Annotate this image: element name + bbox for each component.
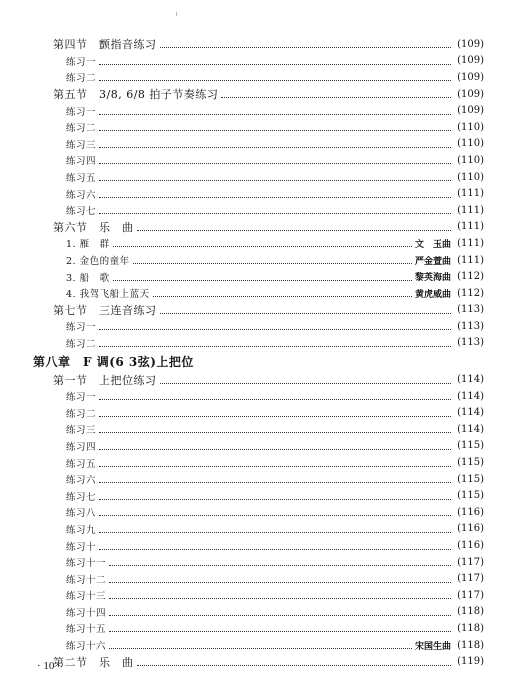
toc-item — [0, 604, 510, 621]
toc-entry-title: 练习七 — [66, 206, 97, 218]
dot-leader — [99, 448, 451, 450]
toc-entry-title: 练习六 — [66, 475, 97, 487]
toc-entry-page: (115) — [457, 440, 484, 452]
toc-item — [0, 318, 510, 335]
toc-entry-title: 第八章 F 调(6 3弦)上把位 — [33, 354, 194, 369]
toc-item — [0, 136, 510, 153]
page-number: · 10 · — [37, 660, 61, 672]
toc-item — [0, 152, 510, 169]
dot-leader — [99, 481, 451, 483]
toc-entry-composer: 黎英海曲 — [414, 273, 451, 284]
toc-item — [0, 620, 510, 637]
toc-entry-page: (109) — [457, 88, 484, 100]
toc-item — [0, 570, 510, 587]
dot-leader — [109, 581, 451, 583]
dot-leader — [99, 465, 451, 467]
toc-item — [0, 554, 510, 571]
toc-item — [0, 69, 510, 86]
dot-leader — [99, 162, 451, 164]
toc-entry-title: 练习一 — [66, 322, 97, 334]
toc-entry-title: 练习十一 — [66, 558, 107, 570]
dot-leader — [99, 129, 451, 131]
toc-entry-page: (111) — [457, 204, 484, 216]
scan-mark — [176, 12, 177, 16]
toc-entry-title: 练习二 — [66, 123, 97, 135]
toc-entry-page: (111) — [457, 188, 484, 200]
dot-leader — [99, 498, 451, 500]
toc-item — [0, 268, 510, 285]
toc-section — [0, 653, 510, 670]
toc-entry-title: 练习一 — [66, 392, 97, 404]
toc-entry-title: 练习五 — [66, 173, 97, 185]
dot-leader — [99, 431, 451, 433]
toc-entry-title: 练习二 — [66, 73, 97, 85]
dot-leader — [160, 46, 452, 48]
toc-item — [0, 335, 510, 352]
dot-leader — [109, 647, 412, 649]
toc-entry-title: 第四节 颤指音练习 — [53, 38, 157, 52]
toc-item — [0, 521, 510, 538]
toc-entry-page: (119) — [457, 656, 484, 668]
toc-entry-page: (113) — [457, 304, 484, 316]
toc-entry-page: (112) — [457, 287, 484, 299]
dot-leader — [99, 548, 451, 550]
toc-entry-title: 练习七 — [66, 491, 97, 503]
toc-entry-page: (117) — [457, 589, 484, 601]
toc-item — [0, 504, 510, 521]
toc-item — [0, 537, 510, 554]
dot-leader — [99, 328, 451, 330]
toc-entry-title: 练习九 — [66, 524, 97, 536]
toc-item — [0, 202, 510, 219]
toc-entry-page: (118) — [457, 622, 484, 634]
dot-leader — [109, 614, 451, 616]
toc-entry-page: (113) — [457, 337, 484, 349]
toc-entry-composer: 严金萱曲 — [414, 256, 451, 267]
toc-item — [0, 487, 510, 504]
toc-entry-page: (111) — [457, 221, 484, 233]
toc-entry-page: (109) — [457, 55, 484, 67]
toc-entry-page: (109) — [457, 105, 484, 117]
toc-entry-page: (114) — [457, 374, 484, 386]
toc-entry-title: 练习二 — [66, 338, 97, 350]
toc-section — [0, 86, 510, 103]
toc-entry-title: 3. 船 歌 — [66, 272, 110, 284]
toc-section — [0, 371, 510, 388]
toc-entry-page: (114) — [457, 423, 484, 435]
dot-leader — [99, 212, 451, 214]
toc-entry-page: (115) — [457, 490, 484, 502]
dot-leader — [109, 564, 451, 566]
dot-leader — [133, 262, 412, 264]
toc-entry-title: 练习八 — [66, 508, 97, 520]
toc-item — [0, 454, 510, 471]
toc-entry-title: 第七节 三连音练习 — [53, 303, 157, 317]
toc-item — [0, 421, 510, 438]
toc-entry-title: 2. 金色的童年 — [66, 256, 130, 268]
dot-leader — [109, 630, 451, 632]
dot-leader — [153, 295, 412, 297]
toc-entry-page: (118) — [457, 639, 484, 651]
toc-entry-page: (117) — [457, 556, 484, 568]
dot-leader — [99, 531, 451, 533]
dot-leader — [113, 279, 412, 281]
toc-entry-title: 练习十二 — [66, 574, 107, 586]
toc-item — [0, 637, 510, 654]
toc-item — [0, 471, 510, 488]
toc-entry-title: 练习三 — [66, 425, 97, 437]
toc-item — [0, 169, 510, 186]
toc-entry-page: (118) — [457, 606, 484, 618]
toc-item — [0, 53, 510, 70]
toc-chapter — [0, 351, 510, 371]
dot-leader — [137, 664, 452, 666]
toc-entry-title: 练习一 — [66, 106, 97, 118]
toc-item — [0, 185, 510, 202]
toc-entry-title: 第五节 3/8, 6/8 拍子节奏练习 — [53, 88, 219, 102]
toc-entry-title: 练习六 — [66, 189, 97, 201]
toc-item — [0, 404, 510, 421]
dot-leader — [109, 597, 451, 599]
dot-leader — [99, 345, 451, 347]
dot-leader — [221, 96, 451, 98]
toc-entry-page: (109) — [457, 71, 484, 83]
dot-leader — [99, 63, 451, 65]
toc-entry-page: (110) — [457, 154, 484, 166]
toc-entry-composer: 宋国生曲 — [414, 641, 451, 652]
toc-entry-page: (109) — [457, 38, 484, 50]
toc-entry-page: (114) — [457, 407, 484, 419]
toc-entry-title: 练习三 — [66, 139, 97, 151]
dot-leader — [99, 415, 451, 417]
toc-entry-page: (110) — [457, 171, 484, 183]
dot-leader — [99, 514, 451, 516]
toc-item — [0, 119, 510, 136]
toc-entry-title: 第六节 乐 曲 — [53, 220, 134, 234]
toc-entry-page: (115) — [457, 473, 484, 485]
dot-leader — [99, 179, 451, 181]
dot-leader — [160, 382, 452, 384]
toc-entry-page: (114) — [457, 390, 484, 402]
dot-leader — [137, 229, 452, 231]
toc-item — [0, 388, 510, 405]
toc-entry-title: 练习十 — [66, 541, 97, 553]
toc-entry-title: 练习一 — [66, 56, 97, 68]
toc-item — [0, 587, 510, 604]
toc-item — [0, 235, 510, 252]
toc-entry-page: (116) — [457, 506, 484, 518]
toc-entry-composer: 黄虎威曲 — [414, 289, 451, 300]
toc-entry-title: 1. 雁 群 — [66, 239, 110, 251]
toc-entry-composer: 文 玉曲 — [414, 239, 451, 250]
toc-entry-page: (110) — [457, 121, 484, 133]
toc-entry-page: (113) — [457, 320, 484, 332]
toc-section — [0, 219, 510, 236]
toc-entry-title: 练习十六 — [66, 641, 107, 653]
toc-entry-title: 第二节 乐 曲 — [53, 655, 134, 669]
toc-entry-title: 第一节 上把位练习 — [53, 373, 157, 387]
dot-leader — [99, 398, 451, 400]
toc-item — [0, 285, 510, 302]
toc-entry-title: 练习四 — [66, 441, 97, 453]
toc-item — [0, 102, 510, 119]
toc-entry-page: (111) — [457, 254, 484, 266]
toc-entry-page: (117) — [457, 573, 484, 585]
toc-entry-page: (112) — [457, 271, 484, 283]
table-of-contents — [0, 36, 510, 670]
dot-leader — [99, 113, 451, 115]
toc-entry-title: 4. 我驾飞船上蓝天 — [66, 289, 150, 301]
toc-section — [0, 302, 510, 319]
toc-entry-page: (115) — [457, 457, 484, 469]
toc-entry-title: 练习五 — [66, 458, 97, 470]
dot-leader — [160, 312, 452, 314]
dot-leader — [113, 245, 412, 247]
toc-entry-page: (116) — [457, 523, 484, 535]
toc-entry-page: (111) — [457, 237, 484, 249]
toc-entry-page: (116) — [457, 540, 484, 552]
dot-leader — [99, 196, 451, 198]
toc-entry-page: (110) — [457, 138, 484, 150]
dot-leader — [99, 79, 451, 81]
toc-entry-title: 练习十三 — [66, 591, 107, 603]
toc-entry-title: 练习四 — [66, 156, 97, 168]
toc-entry-title: 练习十四 — [66, 607, 107, 619]
toc-entry-title: 练习二 — [66, 408, 97, 420]
toc-section — [0, 36, 510, 53]
dot-leader — [99, 146, 451, 148]
toc-item — [0, 252, 510, 269]
toc-entry-title: 练习十五 — [66, 624, 107, 636]
toc-item — [0, 438, 510, 455]
